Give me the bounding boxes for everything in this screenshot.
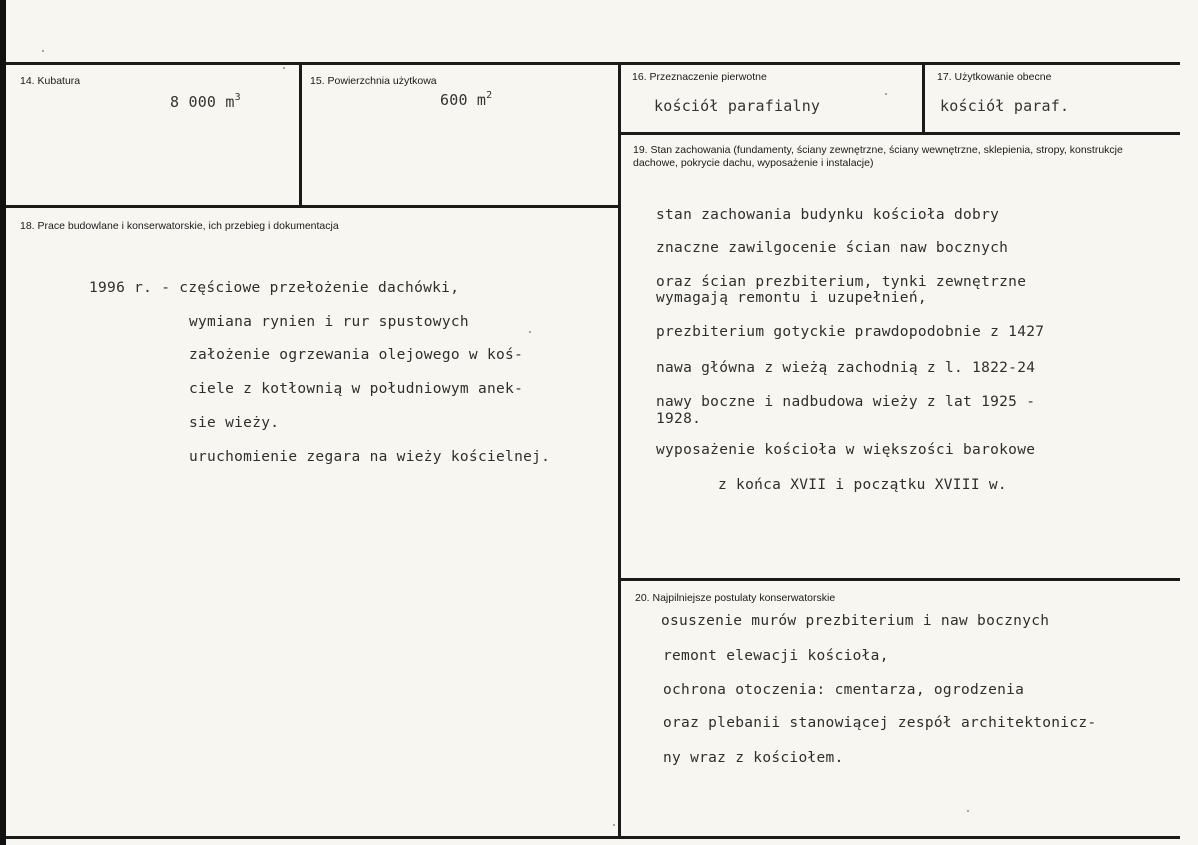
field-15-label: 15. Powierzchnia użytkowa — [310, 75, 437, 87]
scan-speck — [42, 50, 44, 52]
field-19-line-6: nawa główna z wieżą zachodnią z l. 1822-24 — [656, 360, 1036, 376]
field-14-label: 14. Kubatura — [20, 75, 81, 87]
field-20-line-3: ochrona otoczenia: cmentarza, ogrodzenia — [663, 682, 1025, 698]
field-18-line-2: wymiana rynien i rur spustowych — [189, 314, 469, 330]
field-16-value: kościół parafialny — [654, 97, 821, 115]
top-rule — [6, 62, 1180, 65]
field-16-label: 16. Przeznaczenie pierwotne — [632, 71, 767, 83]
field-18-line-5: sie wieży. — [189, 415, 280, 431]
field-19-line-10: z końca XVII i początku XVIII w. — [718, 477, 1007, 493]
field-19-line-3: oraz ścian prezbiterium, tynki zewnętrzne — [656, 274, 1027, 290]
field-19-line-5: prezbiterium gotyckie prawdopodobnie z 1427 — [656, 324, 1045, 340]
divider-16-17 — [922, 62, 925, 134]
rule-under-16-17 — [619, 132, 1180, 135]
field-15-unit-sup: 2 — [486, 90, 493, 101]
field-20-line-5: ny wraz z kościołem. — [663, 750, 844, 766]
scan-speck — [885, 93, 887, 95]
field-20-line-1: osuszenie murów prezbiterium i naw bocznych — [661, 613, 1050, 629]
scan-speck — [283, 67, 285, 69]
field-19-line-4: wymagają remontu i uzupełnień, — [656, 290, 927, 306]
field-19-line-1: stan zachowania budynku kościoła dobry — [656, 207, 1000, 223]
field-14-value — [170, 92, 241, 111]
field-19-line-9: wyposażenie kościoła w większości barokowe — [656, 442, 1036, 458]
field-15-value — [440, 90, 492, 109]
field-14-value-text: 8 000 m — [170, 93, 235, 111]
field-17-value: kościół paraf. — [940, 97, 1070, 115]
scan-speck — [529, 331, 531, 333]
scan-speck — [613, 824, 615, 826]
bottom-rule — [6, 836, 1180, 839]
field-18-line-6: uruchomienie zegara na wieży kościelnej. — [189, 449, 551, 465]
field-17-label: 17. Użytkowanie obecne — [937, 71, 1052, 83]
field-18-label: 18. Prace budowlane i konserwatorskie, ich przebieg i dokumentacja — [20, 220, 339, 232]
field-19-line-7: nawy boczne i nadbudowa wieży z lat 1925 - — [656, 394, 1036, 410]
field-19-line-8: 1928. — [656, 411, 702, 427]
field-14-unit-sup: 3 — [234, 92, 241, 103]
rule-under-14-15 — [6, 205, 620, 208]
field-20-line-4: oraz plebanii stanowiącej zespół architektonicz- — [663, 715, 1097, 731]
field-18-line-4: ciele z kotłownią w południowym anek- — [189, 381, 524, 397]
rule-above-20 — [619, 578, 1180, 581]
divider-center — [618, 62, 621, 838]
field-15-value-text: 600 m — [440, 91, 487, 109]
scan-speck — [967, 810, 969, 812]
left-border — [0, 0, 6, 845]
field-20-line-2: remont elewacji kościoła, — [663, 648, 889, 664]
field-19-label: 19. Stan zachowania (fundamenty, ściany zewnętrzne, ściany wewnętrzne, sklepienia, stropy, konstrukcje dachowe, pokrycie dachu, wyposażenie i instalacje) — [633, 144, 1123, 169]
divider-14-15 — [299, 62, 302, 207]
field-20-label: 20. Najpilniejsze postulaty konserwatorskie — [635, 592, 836, 604]
field-18-line-1: 1996 r. - częściowe przełożenie dachówki, — [89, 280, 460, 296]
field-18-line-3: założenie ogrzewania olejowego w koś- — [189, 347, 524, 363]
field-19-line-2: znaczne zawilgocenie ścian naw bocznych — [656, 240, 1009, 256]
